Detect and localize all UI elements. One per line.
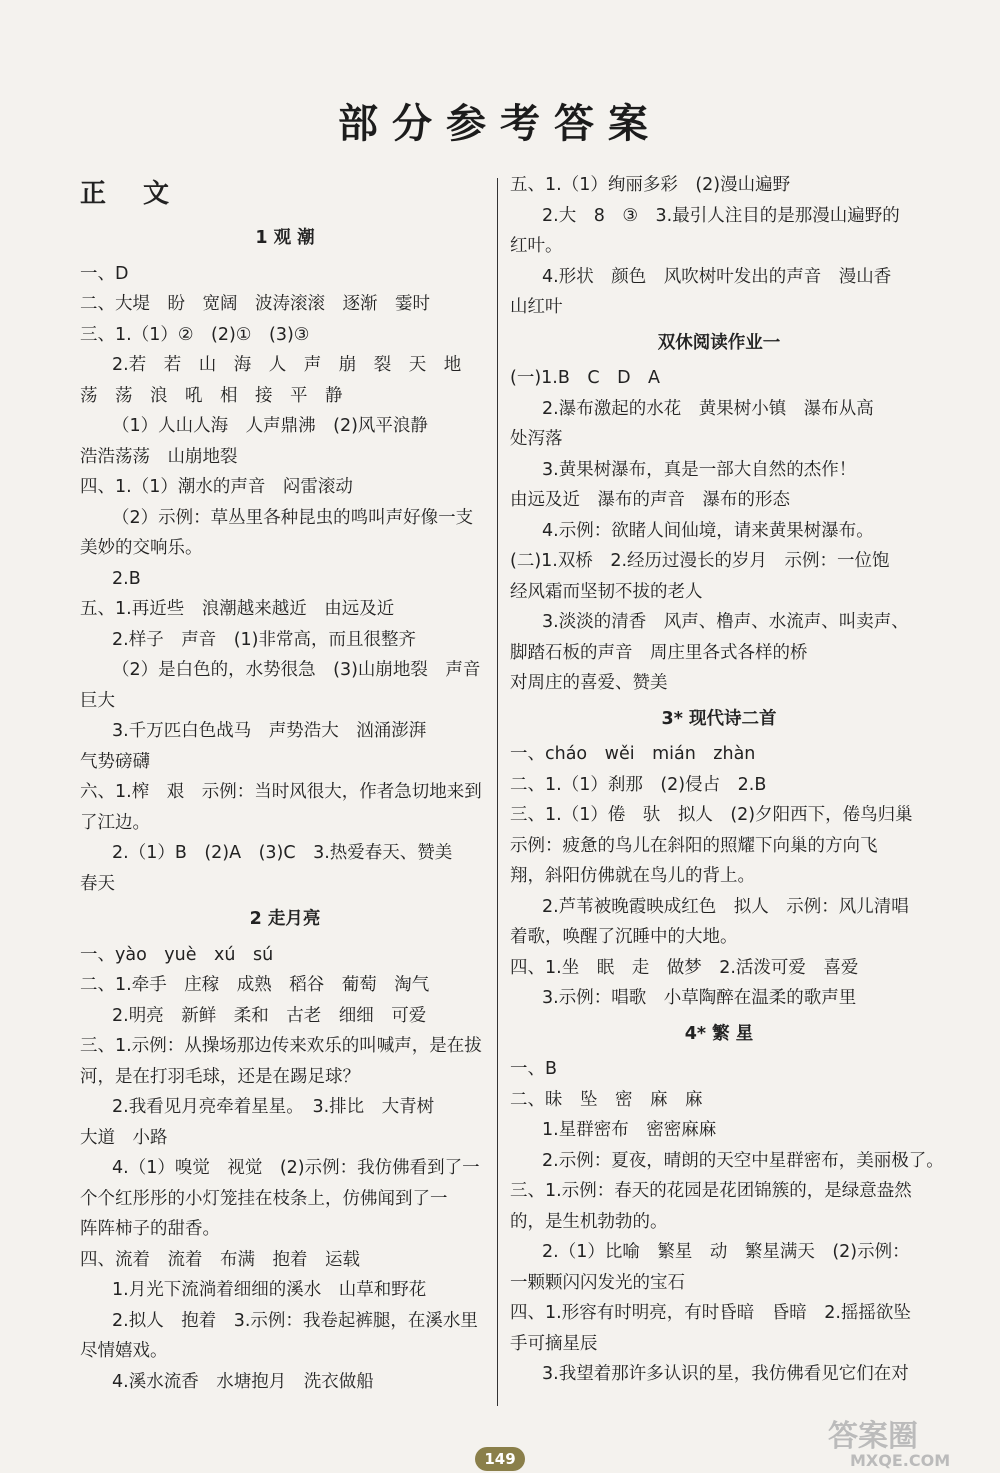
answer-line: 3.淡淡的清香 风声、橹声、水流声、叫卖声、 [542, 612, 909, 632]
answer-line: 由远及近 瀑布的声音 瀑布的形态 [510, 490, 790, 510]
answer-line: 巨大 [80, 690, 115, 711]
answer-line: 3.示例：唱歌 小草陶醉在温柔的歌声里 [542, 988, 857, 1008]
answer-line: 示例：疲惫的鸟儿在斜阳的照耀下向巢的方向飞 [510, 835, 878, 856]
answer-line: 处泻落 [510, 429, 563, 449]
answer-line: 二、大堤 盼 宽阔 波涛滚滚 逐渐 霎时 [80, 294, 430, 314]
answer-line: 2.（1）比喻 繁星 动 繁星满天 (2)示例： [542, 1242, 910, 1262]
answer-line: 对周庄的喜爱、赞美 [510, 673, 668, 693]
answer-line: 二、1.（1）刹那 (2)侵占 2.B [510, 774, 767, 795]
answer-line: 三、1.（1）倦 驮 拟人 (2)夕阳西下，倦鸟归巢 [510, 805, 913, 825]
page-title: 部分参考答案 [338, 100, 662, 147]
answer-line: （1）人山人海 人声鼎沸 (2)风平浪静 [112, 416, 428, 436]
answer-line: 气势磅礴 [80, 751, 150, 772]
answer-line: 2.芦苇被晚霞映成红色 拟人 示例：风儿清唱 [542, 896, 909, 917]
answer-line: 一、yào yuè xú sú [80, 944, 274, 965]
lesson-heading: 2 走月亮 [249, 909, 321, 929]
answer-line: 着歌，唤醒了沉睡中的大地。 [510, 927, 738, 947]
answer-line: (二)1.双桥 2.经历过漫长的岁月 示例：一位饱 [510, 551, 890, 571]
answer-line: 脚踏石板的声音 周庄里各式各样的桥 [510, 642, 808, 663]
answer-line: 四、1.坐 眠 走 做梦 2.活泼可爱 喜爱 [510, 957, 859, 978]
answer-line: 尽情嬉戏。 [80, 1341, 168, 1361]
answer-line: 三、1.（1）② (2)① (3)③ [80, 324, 310, 345]
answer-line: 2.瀑布激起的水花 黄果树小镇 瀑布从高 [542, 398, 874, 419]
answer-line: 翔，斜阳仿佛就在鸟儿的背上。 [510, 866, 755, 886]
answer-line: 2.我看见月亮牵着星星。 3.排比 大青树 [112, 1097, 435, 1117]
answer-line: 2.（1）B (2)A (3)C 3.热爱春天、赞美 [112, 843, 453, 863]
answer-line: 个个红彤彤的小灯笼挂在枝条上，仿佛闻到了一 [80, 1188, 448, 1209]
page-number: 149 [475, 1447, 525, 1471]
lesson-heading: 4* 繁 星 [684, 1023, 754, 1044]
lesson-heading: 3* 现代诗二首 [661, 708, 777, 729]
answer-line: (一)1.B C D A [510, 368, 661, 388]
answer-line: 六、1.榨 艰 示例：当时风很大，作者急切地来到 [80, 782, 482, 802]
answer-line: 阵阵柿子的甜香。 [80, 1219, 220, 1239]
column-divider [497, 178, 498, 1406]
answer-line: 二、1.牵手 庄稼 成熟 稻谷 葡萄 淘气 [80, 975, 430, 995]
answer-line: 河，是在打羽毛球，还是在踢足球？ [80, 1066, 360, 1087]
answer-line: 浩浩荡荡 山崩地裂 [80, 446, 238, 467]
answer-line: 4.形状 颜色 风吹树叶发出的声音 漫山香 [542, 266, 892, 287]
answer-line: 山红叶 [510, 297, 563, 317]
logo-text: 答案圈 [828, 1419, 918, 1454]
answer-line: 2.若 若 山 海 人 声 崩 裂 天 地 [112, 355, 462, 375]
answer-line: 4.（1）嗅觉 视觉 (2)示例：我仿佛看到了一 [112, 1158, 480, 1178]
answer-line: 四、1.形容有时明亮，有时昏暗 昏暗 2.摇摇欲坠 [510, 1303, 911, 1323]
answer-line: 五、1.再近些 浪潮越来越近 由远及近 [80, 599, 395, 619]
answer-line: 2.B [112, 568, 141, 589]
answer-line: 一、B [510, 1059, 558, 1079]
answer-line: （2）是白色的，水势很急 (3)山崩地裂 声音 [112, 660, 481, 680]
answer-site-logo [818, 1412, 996, 1470]
answer-line: 了江边。 [80, 812, 150, 833]
answer-line: 二、昧 坠 密 麻 麻 [510, 1089, 703, 1110]
answer-line: 一、cháo wěi mián zhàn [510, 744, 756, 764]
answer-line: 4.溪水流香 水塘抱月 洗衣做船 [112, 1371, 374, 1392]
left-column [80, 170, 490, 1397]
answer-line: 手可摘星辰 [510, 1333, 598, 1354]
answer-line: 1.星群密布 密密麻麻 [542, 1120, 717, 1140]
answer-line: 3.我望着那许多认识的星，我仿佛看见它们在对 [542, 1364, 909, 1384]
answer-line: 荡 荡 浪 吼 相 接 平 静 [80, 385, 343, 406]
answer-line: 3.千万匹白色战马 声势浩大 汹涌澎湃 [112, 721, 427, 741]
section-title: 正 文 [80, 179, 184, 209]
answer-line: 一、D [80, 263, 129, 284]
answer-line: 春天 [80, 873, 115, 894]
answer-line: 大道 小路 [80, 1127, 168, 1148]
answer-line: 一颗颗闪闪发光的宝石 [510, 1272, 685, 1293]
answer-line: 1.月光下流淌着细细的溪水 山草和野花 [112, 1280, 427, 1300]
answer-line: 的，是生机勃勃的。 [510, 1211, 668, 1232]
answer-line: 五、1.（1）绚丽多彩 (2)漫山遍野 [510, 175, 791, 195]
answer-line: （2）示例：草丛里各种昆虫的鸣叫声好像一支 [112, 507, 474, 528]
lesson-heading: 双休阅读作业一 [657, 332, 781, 353]
answer-line: 2.大 8 ③ 3.最引人注目的是那漫山遍野的 [542, 205, 900, 226]
answer-line: 四、1.（1）潮水的声音 闷雷滚动 [80, 477, 353, 497]
answer-line: 红叶。 [510, 236, 563, 256]
answer-line: 三、1.示例：春天的花园是花团锦簇的，是绿意盎然 [510, 1181, 912, 1201]
answer-line: 美妙的交响乐。 [80, 538, 203, 558]
answer-line: 4.示例：欲睹人间仙境，请来黄果树瀑布。 [542, 520, 874, 541]
answer-line: 2.拟人 抱着 3.示例：我卷起裤腿，在溪水里 [112, 1310, 478, 1331]
right-column [510, 170, 944, 1390]
answer-line: 四、流着 流着 布满 抱着 运载 [80, 1249, 360, 1270]
answer-line: 2.样子 声音 (1)非常高，而且很整齐 [112, 629, 416, 650]
lesson-heading: 1 观 潮 [255, 228, 315, 248]
answer-line: 经风霜而坚韧不拔的老人 [510, 581, 703, 602]
answer-line: 三、1.示例：从操场那边传来欢乐的叫喊声，是在拔 [80, 1036, 482, 1056]
answer-line: 2.明亮 新鲜 柔和 古老 细细 可爱 [112, 1005, 427, 1026]
watermark-text: MXQE.COM [850, 1451, 951, 1470]
answer-line: 3.黄果树瀑布，真是一部大自然的杰作！ [542, 459, 857, 480]
answer-line: 2.示例：夏夜，晴朗的天空中星群密布，美丽极了。 [542, 1150, 944, 1171]
